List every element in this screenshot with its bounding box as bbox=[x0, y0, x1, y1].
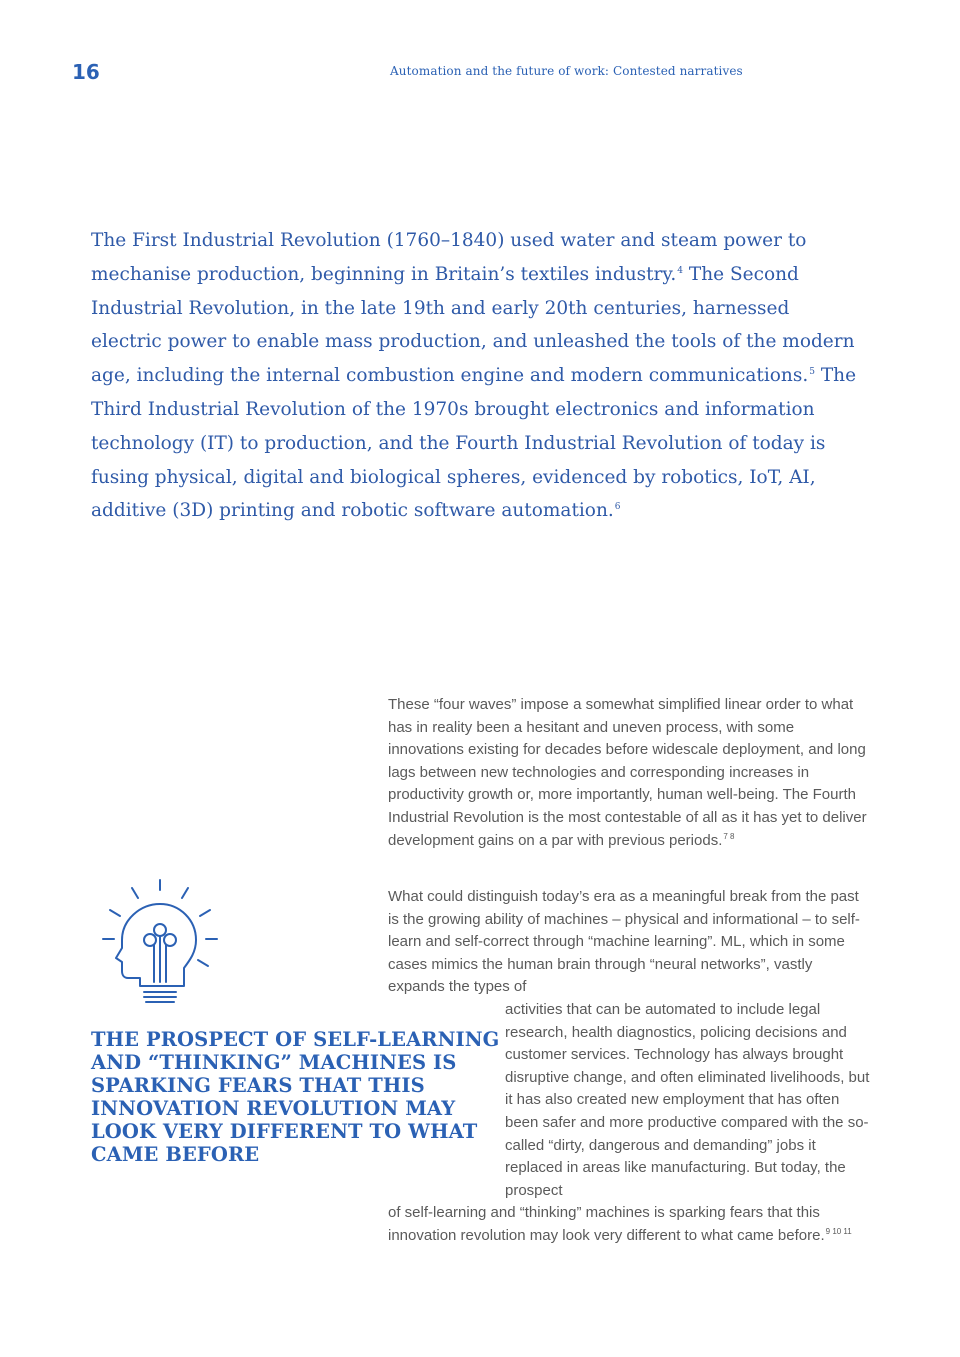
page-number: 16 bbox=[72, 60, 100, 84]
body-paragraph-2-part-2: activities that can be automated to include legal research, health diagnostics, policing decisions and customer services. Technology has always brought disruptive change, and often eliminated livelihoods, but it has also created new employment that has often been safer and more productive compared with the so-called “dirty, dangerous and demanding” jobs it replaced in areas like manufacturing. But today, the prospect bbox=[505, 1001, 870, 1199]
body-paragraph-2-part-3-text: of self-learning and “thinking” machines is sparking fears that this innovation revolution may look very different to what came before. bbox=[388, 1204, 825, 1244]
footnote-ref[interactable]: 9 10 11 bbox=[825, 1226, 852, 1236]
pull-quote: THE PROSPECT OF SELF-LEARNING AND “THINKING” MACHINES IS SPARKING FEARS THAT THIS INNOVATION REVOLUTION MAY LOOK VERY DIFFERENT TO WHAT CAME BEFORE bbox=[91, 1028, 500, 1166]
footnote-ref[interactable]: 6 bbox=[614, 502, 621, 513]
footnote-ref[interactable]: 5 bbox=[809, 367, 815, 378]
body-paragraph-2-part-3 bbox=[388, 1202, 873, 1247]
lead-sentence-3: The Third Industrial Revolution of the 1970s brought electronics and information technology (IT) to production, and the Fourth Industrial Revolution of today is fusing physical, digital and biological spheres, evidenced by robotics, IoT, AI, additive (3D) printing and robotic software automation. bbox=[91, 365, 857, 522]
lead-paragraph bbox=[91, 224, 861, 528]
body-paragraph-1-text: These “four waves” impose a somewhat simplified linear order to what has in reality been a hesitant and uneven process, with some innovations existing for decades before widescale deployment, and long lags between new technologies and corresponding increases in productivity growth or, more importantly, human well-being. The Fourth Industrial Revolution is the most contestable of all as it has yet to deliver development gains on a par with previous periods. bbox=[388, 696, 867, 849]
body-paragraph-2-part-1: What could distinguish today’s era as a meaningful break from the past is the growing ability of machines – physical and informational – to self-learn and self-correct through “machine learning”. ML, which in some cases mimics the human brain through “neural networks”, vastly expands the types of bbox=[388, 888, 860, 996]
footnote-ref[interactable]: 4 bbox=[677, 265, 683, 276]
lead-sentence-1: The First Industrial Revolution (1760–1840) used water and steam power to mechanise production, beginning in Britain’s textiles industry. bbox=[91, 230, 807, 285]
lightbulb-head-icon bbox=[100, 878, 224, 1008]
running-header: Automation and the future of work: Contested narratives bbox=[390, 64, 743, 78]
body-paragraph-1 bbox=[388, 694, 873, 852]
lead-sentence-2: The Second Industrial Revolution, in the late 19th and early 20th centuries, harnessed electric power to enable mass production, and unleashed the tools of the modern age, including the internal combustion engine and modern communications. bbox=[91, 263, 855, 387]
footnote-ref[interactable]: 7 8 bbox=[723, 831, 735, 841]
